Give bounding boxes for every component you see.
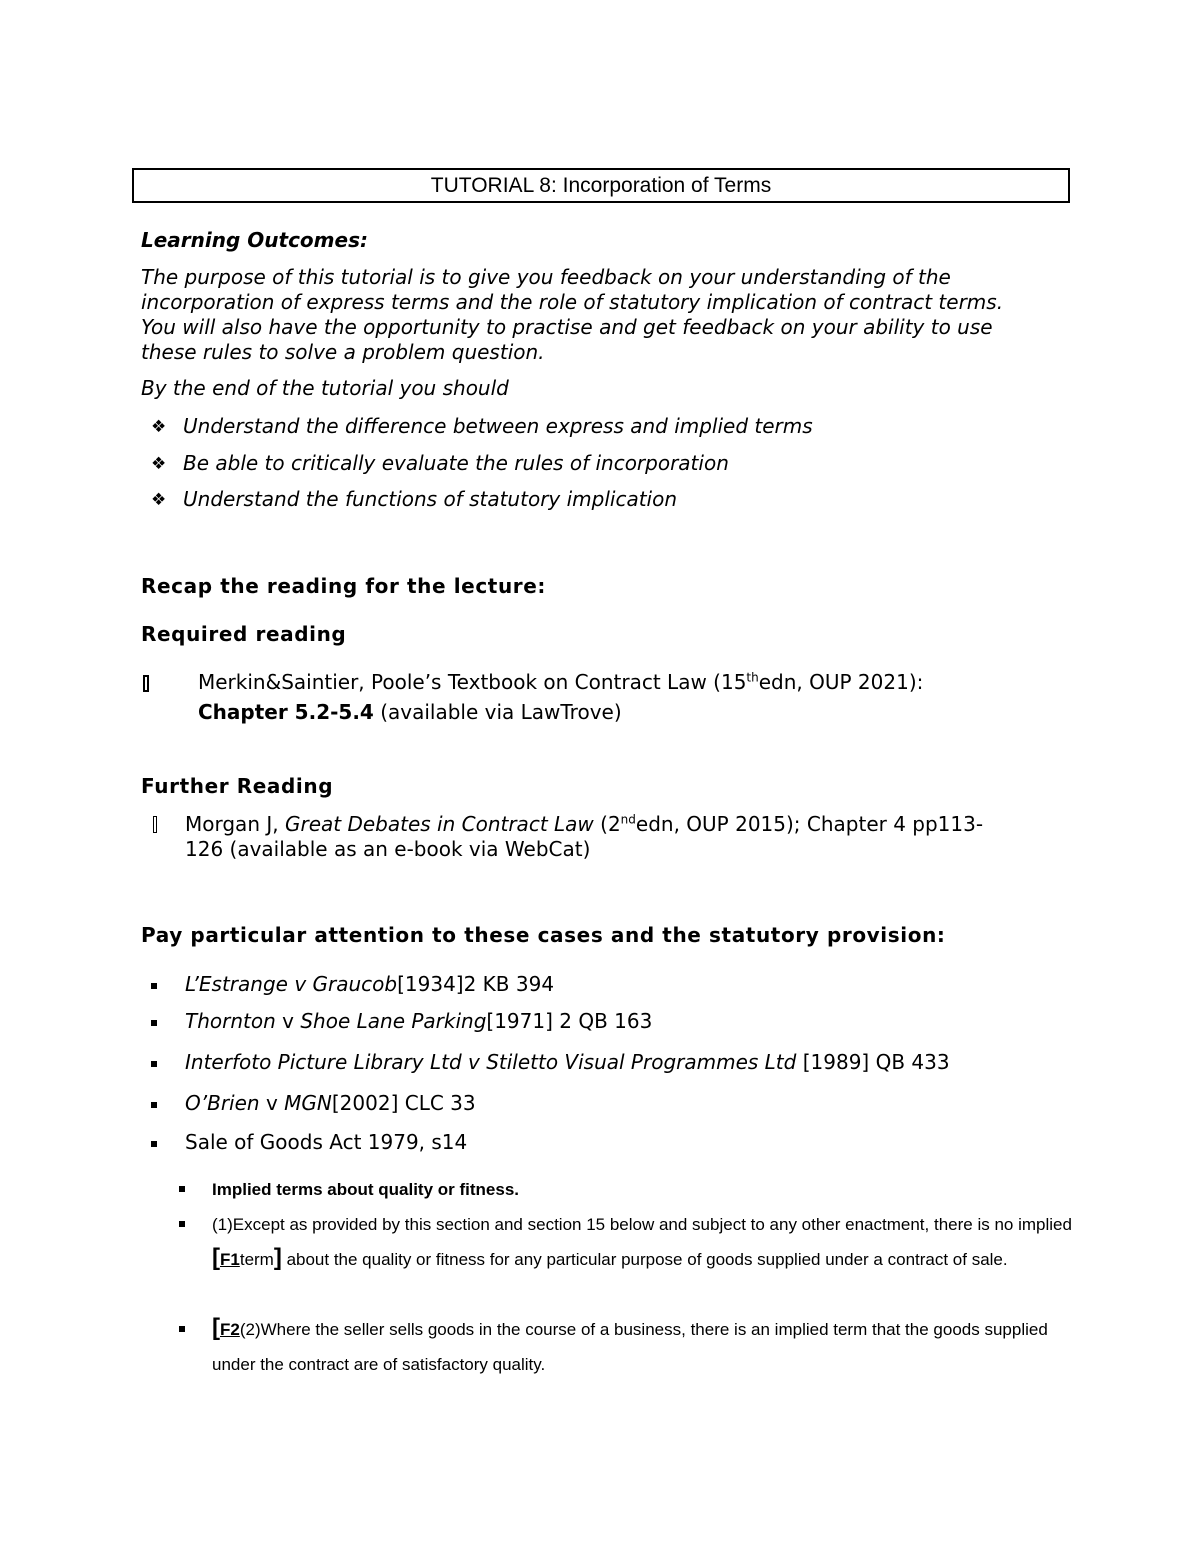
case-party: MGN — [284, 1091, 332, 1115]
required-reading-heading: Required reading — [141, 622, 347, 646]
case-party: Shoe Lane Parking — [300, 1009, 487, 1033]
citation-text: Merkin&Saintier, Poole’s Textbook on Contract Law (15 — [198, 670, 747, 694]
diamond-bullet-icon: ❖ — [151, 454, 167, 474]
square-bullet-icon — [179, 1221, 185, 1227]
learning-outcomes-heading: Learning Outcomes: — [141, 228, 368, 252]
book-title: Great Debates in Contract Law — [284, 812, 594, 836]
further-reading-heading: Further Reading — [141, 774, 334, 798]
statute-text: about the quality or fitness for any particular purpose of goods supplied under a contract of sale. — [281, 1250, 1008, 1269]
statute-paragraph-2 — [212, 1312, 1072, 1382]
statute-item: Sale of Goods Act 1979, s14 — [185, 1130, 468, 1154]
square-bullet-icon — [151, 1061, 157, 1067]
superscript: nd — [620, 812, 636, 827]
square-bullet-icon — [151, 1141, 157, 1147]
required-reading-citation — [198, 670, 923, 694]
superscript: th — [746, 670, 759, 685]
diamond-bullet-icon: ❖ — [151, 417, 167, 437]
statute-text: term — [239, 1250, 274, 1269]
outcome-text: Understand the functions of statutory implication — [183, 487, 678, 511]
citation-text: edn, OUP 2021): — [758, 670, 924, 694]
chapter-reference: Chapter 5.2-5.4 — [198, 700, 374, 724]
case-name: L’Estrange v Graucob — [185, 972, 398, 996]
citation-text: (2 — [593, 812, 621, 836]
case-item — [185, 1009, 652, 1033]
case-versus: v — [275, 1009, 301, 1033]
cases-heading: Pay particular attention to these cases and the statutory provision: — [141, 923, 946, 947]
further-reading-availability: 126 (available as an e-book via WebCat) — [185, 837, 591, 861]
amendment-bracket: [ — [212, 1314, 220, 1341]
author: Morgan J, — [185, 812, 285, 836]
amendment-reference-link[interactable]: F2 — [220, 1320, 240, 1339]
amendment-bracket: [ — [212, 1244, 220, 1271]
statute-text: (1)Except as provided by this section and section 15 below and subject to any other enactment, there is no implied — [212, 1215, 1072, 1234]
square-bullet-icon — [179, 1326, 185, 1332]
case-party: O’Brien — [185, 1091, 260, 1115]
amendment-bracket: ] — [273, 1244, 282, 1271]
recap-heading: Recap the reading for the lecture: — [141, 574, 547, 598]
case-citation: [1934]2 KB 394 — [397, 972, 555, 996]
case-item — [185, 972, 554, 996]
square-bullet-icon — [151, 1020, 157, 1026]
case-citation: [1989] QB 433 — [796, 1050, 950, 1074]
case-citation: [1971] 2 QB 163 — [486, 1009, 653, 1033]
case-citation: [2002] CLC 33 — [331, 1091, 476, 1115]
statute-paragraph-1 — [212, 1207, 1072, 1277]
statute-text: (2)Where the seller sells goods in the course of a business, there is an implied term that the goods supplied under the contract are of satisfactory quality. — [212, 1320, 1048, 1374]
square-bullet-icon — [179, 1186, 185, 1192]
square-bullet-icon — [151, 1102, 157, 1108]
case-item — [185, 1050, 950, 1074]
square-bullet-icon — [151, 983, 157, 989]
diamond-bullet-icon: ❖ — [151, 490, 167, 510]
list-bullet-icon — [153, 816, 157, 833]
case-name: Interfoto Picture Library Ltd v Stiletto Visual Programmes Ltd — [185, 1050, 797, 1074]
statute-heading: Implied terms about quality or fitness. — [212, 1180, 519, 1199]
page-title: TUTORIAL 8: Incorporation of Terms — [132, 168, 1070, 203]
availability-note: (available via LawTrove) — [373, 700, 622, 724]
amendment-reference-link[interactable]: F1 — [220, 1250, 240, 1269]
list-bullet-icon — [143, 675, 149, 692]
outcome-text: Understand the difference between express and implied terms — [183, 414, 813, 438]
outcome-text: Be able to critically evaluate the rules of incorporation — [183, 451, 729, 475]
case-item — [185, 1091, 476, 1115]
citation-text: edn, OUP 2015); Chapter 4 pp113- — [635, 812, 984, 836]
further-reading-citation — [185, 812, 983, 836]
case-versus: v — [259, 1091, 285, 1115]
required-reading-chapter — [198, 700, 622, 724]
purpose-paragraph: The purpose of this tutorial is to give you feedback on your understanding of the incorporation of express terms and the role of statutory implication of contract terms. You will also have the opportunity to practise and get feedback on your ability to use these rules to solve a problem question. — [141, 265, 1004, 364]
case-party: Thornton — [185, 1009, 276, 1033]
by-end-text: By the end of the tutorial you should — [141, 376, 509, 400]
